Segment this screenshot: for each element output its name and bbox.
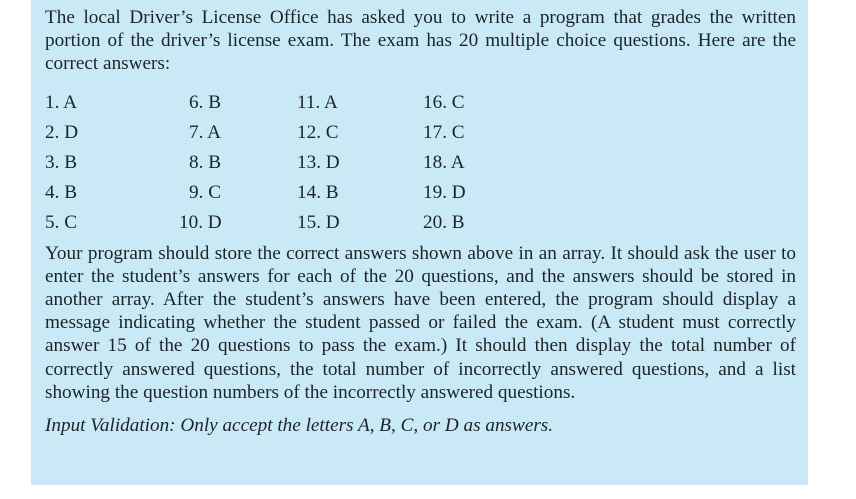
answer-item: 1. A bbox=[45, 91, 77, 113]
answer-item: 2. D bbox=[45, 121, 79, 143]
answer-item: 3. B bbox=[45, 151, 77, 173]
answer-item: 17. C bbox=[423, 121, 465, 143]
answer-item: 19. D bbox=[423, 181, 466, 203]
answer-item: 12. C bbox=[297, 121, 339, 143]
requirements-paragraph: Your program should store the correct answers shown above in an array. It should ask the user to enter the student’s answers for each of the 20 questions, and the answers should be stored in another array. After the student’s answers have been entered, the program should display a message indicating whether the student passed or failed the exam. (A student must correctly answer 15 of the 20 questions to pass the exam.) It should then display the total number of correctly answered questions, the total number of incorrectly answered questions, and a list showing the question numbers of the incorrectly answered questions. bbox=[45, 242, 796, 403]
answer-item: 20. B bbox=[423, 211, 465, 233]
answer-item: 8. B bbox=[189, 151, 221, 173]
answer-key bbox=[45, 86, 796, 238]
answer-item: 9. C bbox=[189, 181, 221, 203]
answer-item: 11. A bbox=[297, 91, 338, 113]
intro-paragraph: The local Driver’s License Office has asked you to write a program that grades the written portion of the driver’s license exam. The exam has 20 multiple choice questions. Here are the correct answers: bbox=[45, 7, 796, 75]
answer-item: 13. D bbox=[297, 151, 340, 173]
answer-item: 15. D bbox=[297, 211, 340, 233]
answer-item: 10. D bbox=[179, 211, 222, 233]
answer-item: 18. A bbox=[423, 151, 465, 173]
exercise-panel bbox=[31, 0, 808, 485]
answer-item: 4. B bbox=[45, 181, 77, 203]
answer-item: 16. C bbox=[423, 91, 465, 113]
answer-item: 14. B bbox=[297, 181, 339, 203]
answer-item: 7. A bbox=[189, 121, 221, 143]
answer-item: 5. C bbox=[45, 211, 77, 233]
answer-item: 6. B bbox=[189, 91, 221, 113]
input-validation-note: Input Validation: Only accept the letters A, B, C, or D as answers. bbox=[45, 415, 554, 437]
